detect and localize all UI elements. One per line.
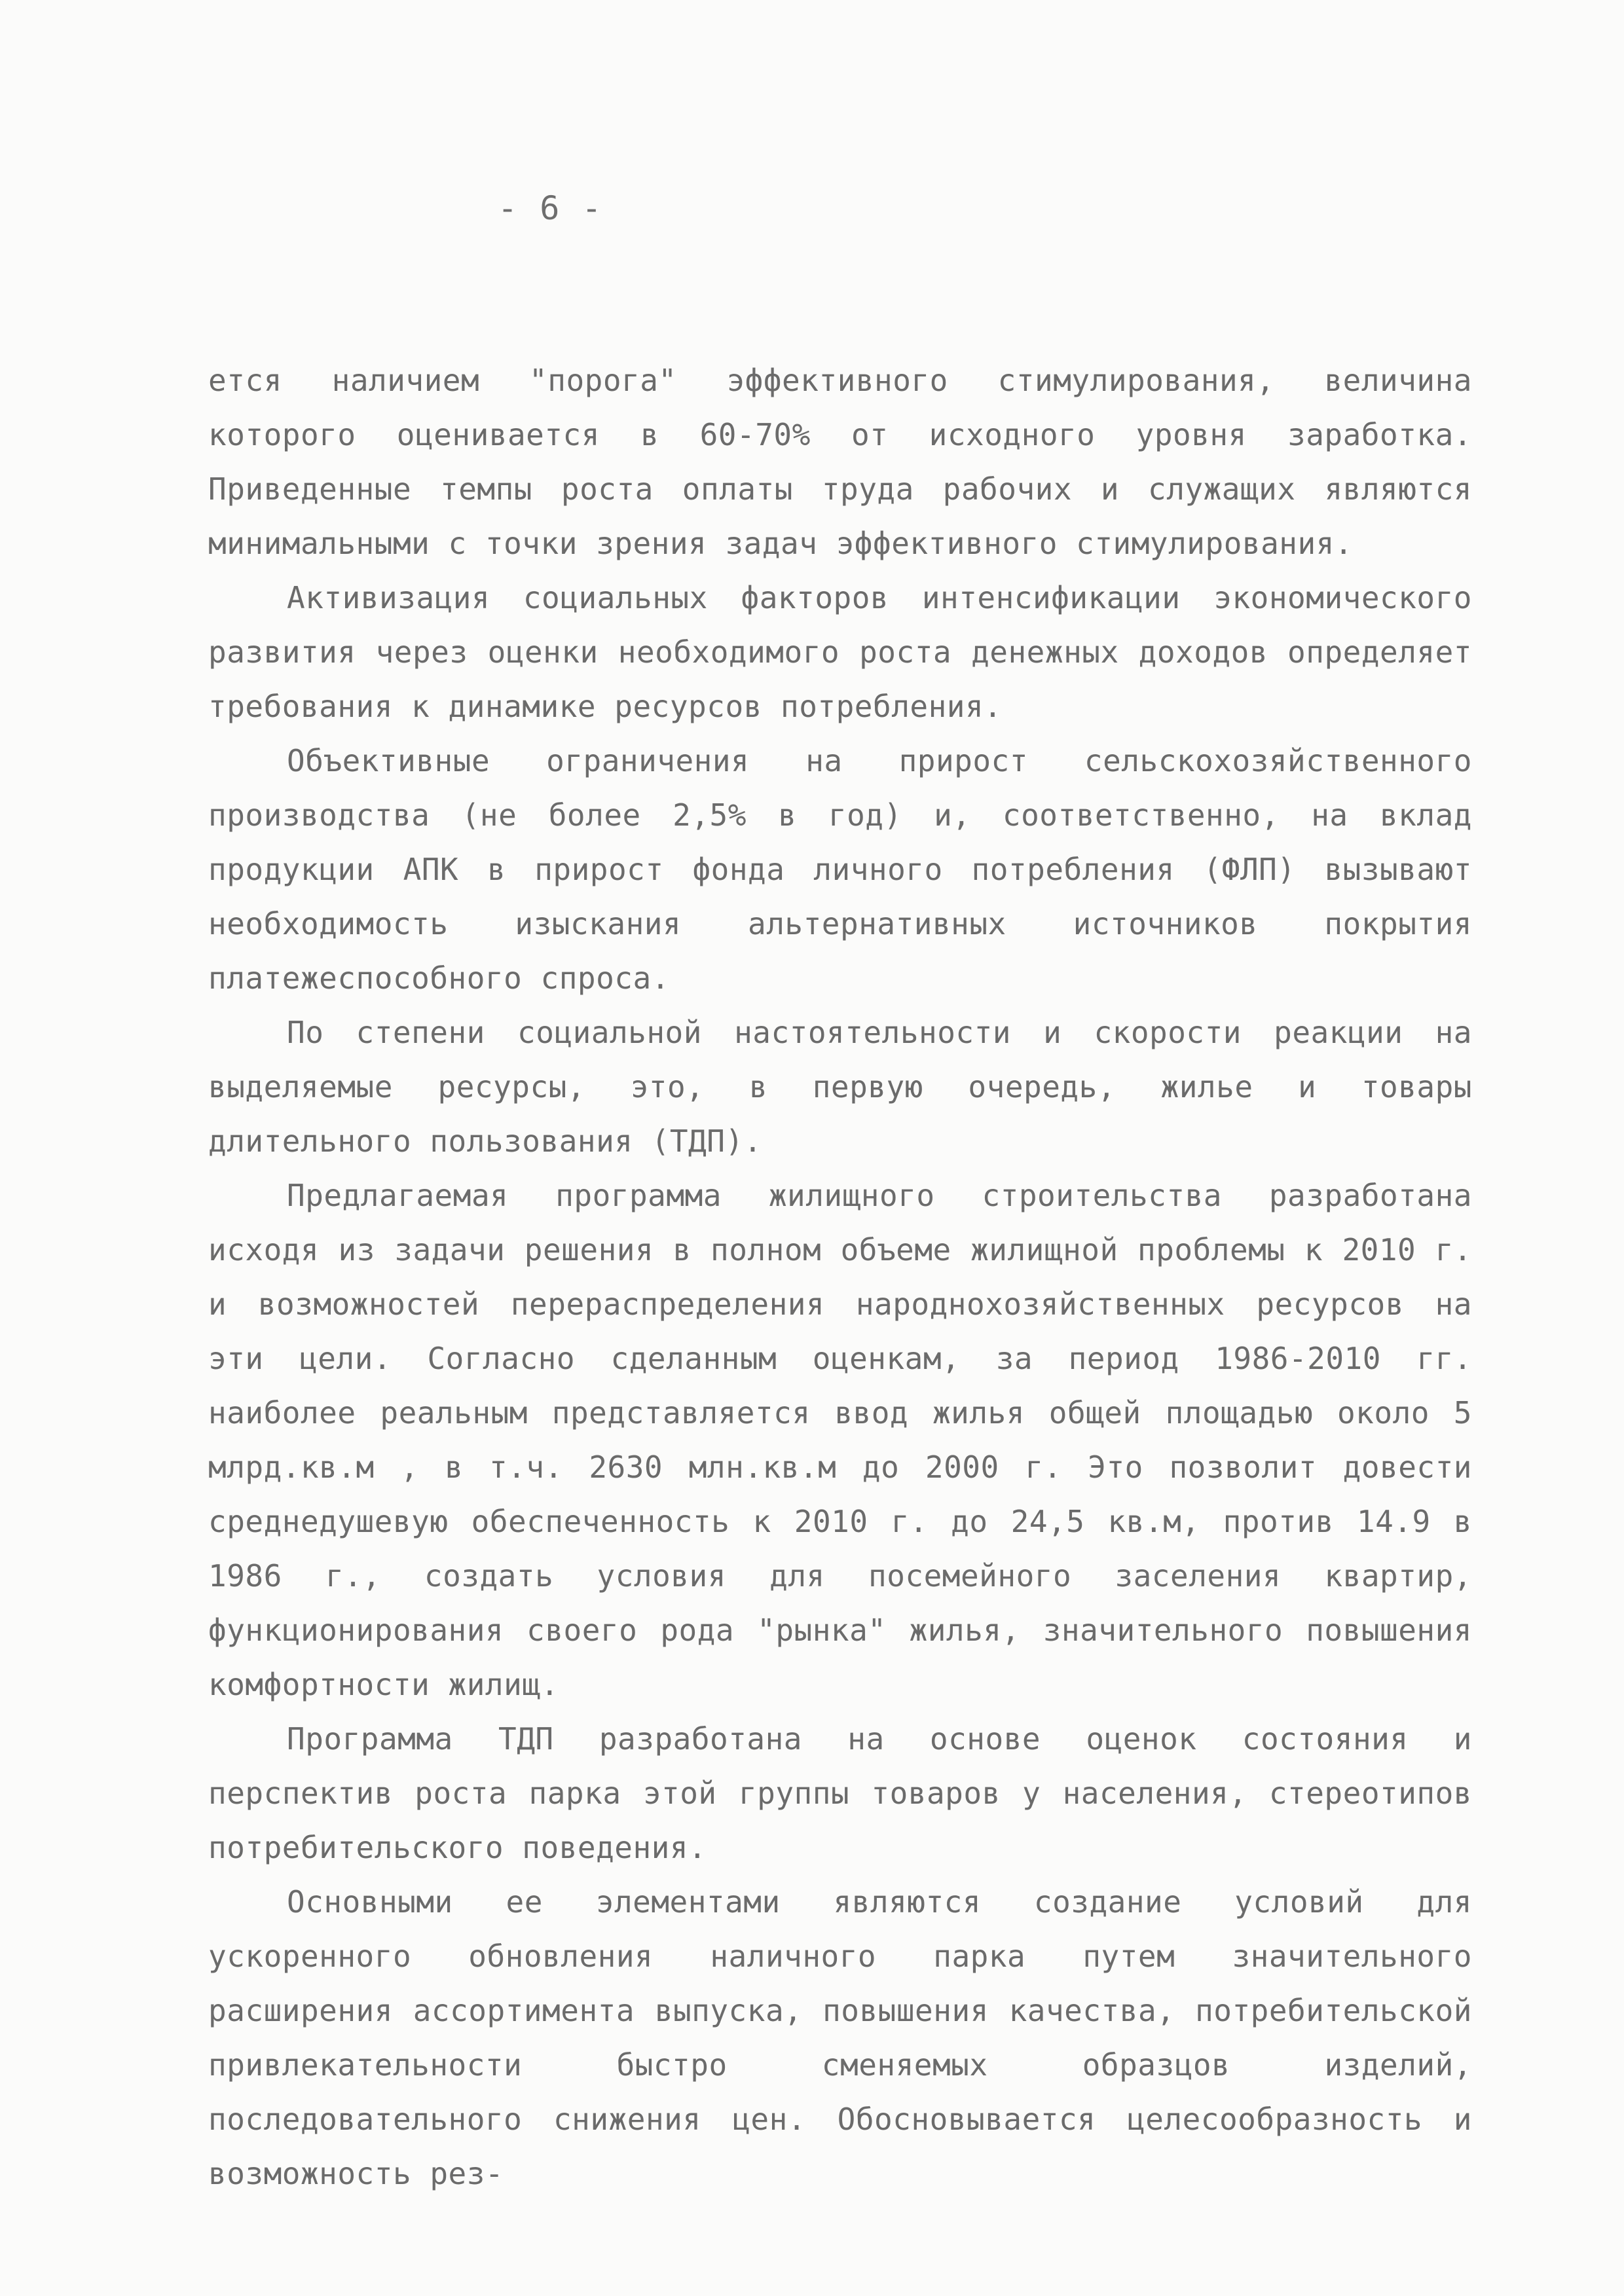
document-body (208, 354, 1472, 2201)
paragraph: Программа ТДП разработана на основе оценок состояния и перспектив роста парка этой группы товаров у населения, стереотипов потребительского поведения. (208, 1721, 1472, 1865)
paragraph: Объективные ограничения на прирост сельскохозяйственного производства (не более 2,5% в год) и, соответственно, на вклад продукции АПК в прирост фонда личного потребления (ФЛП) вызывают необходимость изыскания альтернативных источников покрытия платежеспособного спроса. (208, 743, 1472, 996)
paragraph: Предлагаемая программа жилищного строительства разработана исходя из задачи решения в полном объеме жилищной проблемы к 2010 г. и возможностей перераспределения народнохозяйственных ресурсов на эти цели. Согласно сделанным оценкам, за период 1986-2010 гг. наиболее реальным представляется ввод жилья общей площадью около 5 млрд.кв.м , в т.ч. 2630 млн.кв.м до 2000 г. Это позволит довести среднедушевую обеспеченность к 2010 г. до 24,5 кв.м, против 14.9 в 1986 г., создать условия для посемейного заселения квартир, функционирования своего рода "рынка" жилья, значительного повышения комфортности жилищ. (208, 1178, 1472, 1702)
paragraph: Активизация социальных факторов интенсификации экономического развития через оценки необходимого роста денежных доходов определяет требования к динамике ресурсов потребления. (208, 580, 1472, 724)
paragraph-continuation: ется наличием "порога" эффективного стимулирования, величина которого оценивается в 60-70% от исходного уровня заработка. Приведенные темпы роста оплаты труда рабочих и служащих являются минимальными с точки зрения задач эффективного стимулирования. (208, 363, 1472, 561)
paragraph: По степени социальной настоятельности и скорости реакции на выделяемые ресурсы, это, в первую очередь, жилье и товары длительного пользования (ТДП). (208, 1015, 1472, 1159)
paragraph: Основными ее элементами являются создание условий для ускоренного обновления наличного парка путем значительного расширения ассортимента выпуска, повышения качества, потребительской привлекательности быстро сменяемых образцов изделий, последовательного снижения цен. Обосновывается целесообразность и возможность рез- (208, 1884, 1472, 2191)
page-number: - 6 - (498, 189, 603, 227)
